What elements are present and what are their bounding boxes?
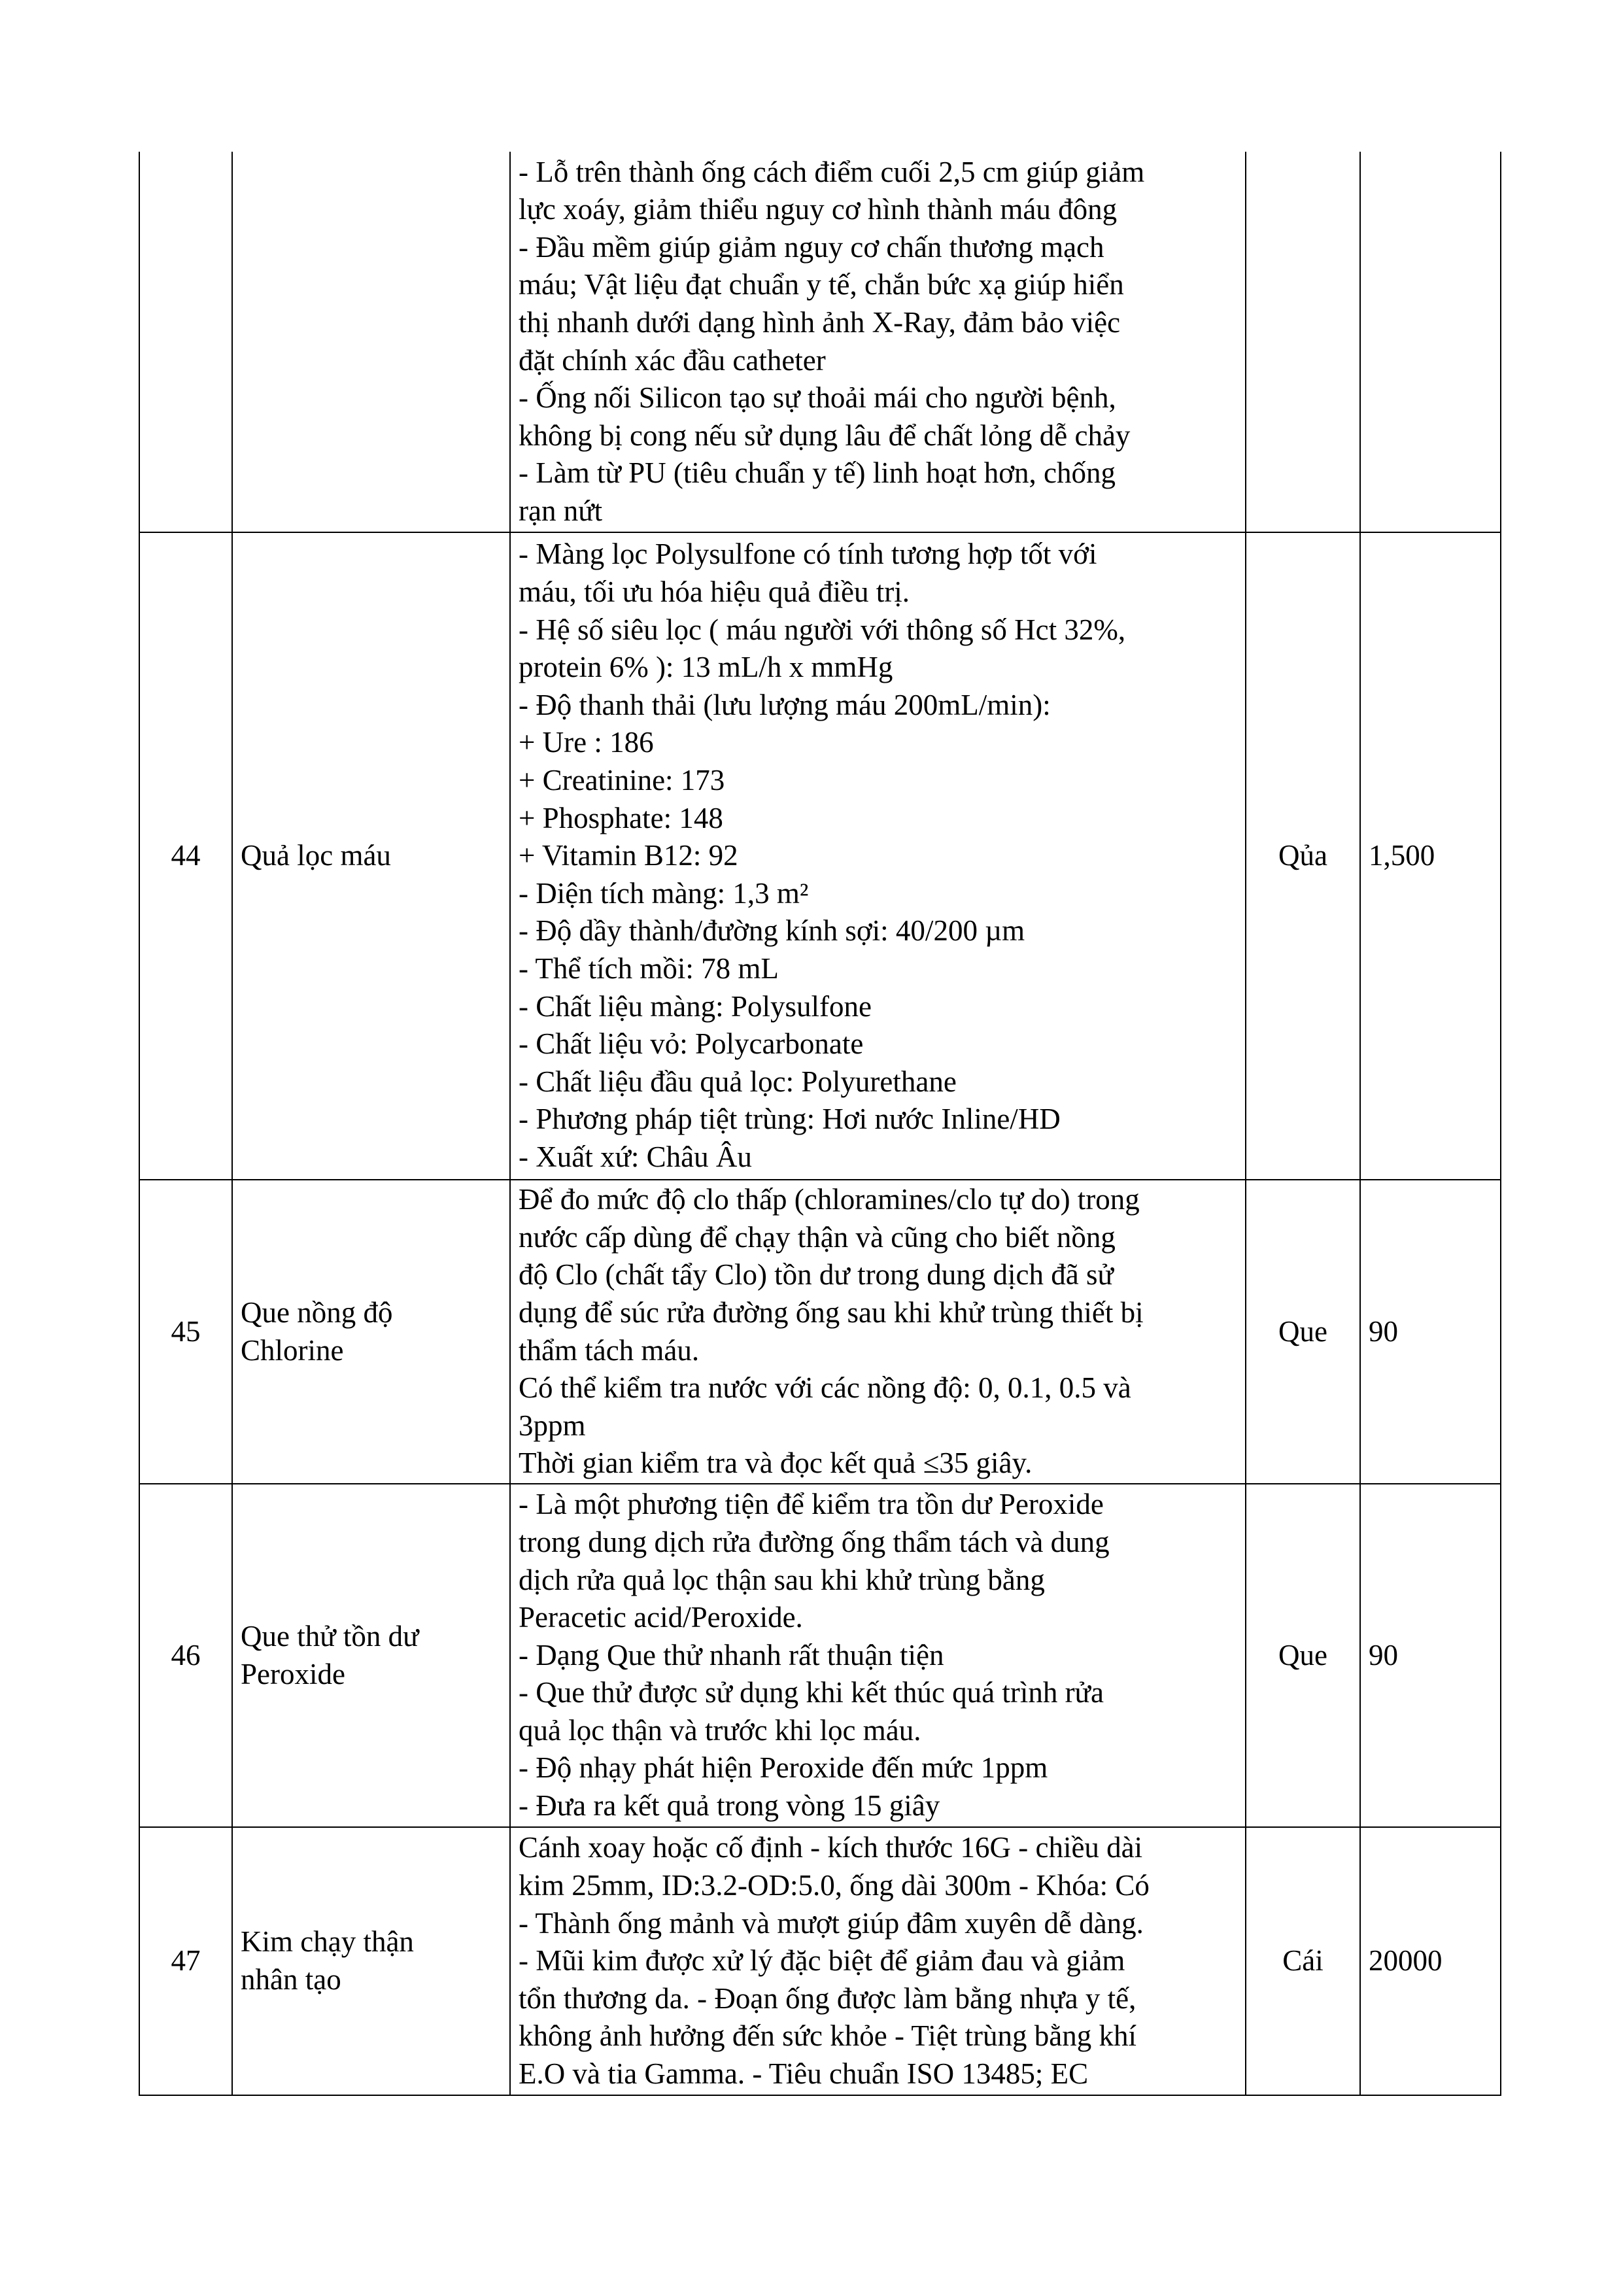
description-line: - Thể tích mồi: 78 mL [519, 951, 779, 985]
description-line: - Ống nối Silicon tạo sự thoải mái cho người bệnh, [519, 381, 1116, 415]
description-line: độ Clo (chất tẩy Clo) tồn dư trong dung dịch đã sử [519, 1258, 1114, 1292]
item-name-line: Kim chạy thận [241, 1925, 414, 1959]
item-name-cell [232, 1484, 510, 1827]
item-number-cell [139, 152, 232, 532]
description-line: tổn thương da. - Đoạn ống được làm bằng nhựa y tế, [519, 1981, 1136, 2015]
description-line: thị nhanh dưới dạng hình ảnh X-Ray, đảm bảo việc [519, 305, 1121, 339]
item-name-line: Chlorine [241, 1333, 344, 1367]
description-line: Thời gian kiểm tra và đọc kết quả ≤35 giây. [519, 1447, 1033, 1480]
item-number-cell: 47 [139, 1827, 232, 2095]
item-name-line: nhân tạo [241, 1963, 341, 1996]
description-line: - Chất liệu vỏ: Polycarbonate [519, 1027, 864, 1061]
description-line: không ảnh hưởng đến sức khỏe - Tiệt trùng bằng khí [519, 2019, 1136, 2053]
description-line: - Chất liệu màng: Polysulfone [519, 989, 872, 1023]
item-description-cell [510, 152, 1246, 532]
description-line: - Thành ống mảnh và mượt giúp đâm xuyên dễ dàng. [519, 1906, 1144, 1940]
description-line: Cánh xoay hoặc cố định - kích thước 16G - chiều dài [519, 1831, 1143, 1864]
description-line: - Mũi kim được xử lý đặc biệt để giảm đau và giảm [519, 1944, 1125, 1978]
item-unit-cell [1246, 152, 1360, 532]
description-line: + Ure : 186 [519, 726, 654, 759]
description-line: - Đầu mềm giúp giảm nguy cơ chấn thương mạch [519, 230, 1104, 264]
description-line: - Dạng Que thử nhanh rất thuận tiện [519, 1638, 944, 1671]
description-line: dụng để súc rửa đường ống sau khi khử trùng thiết bị [519, 1295, 1144, 1329]
item-quantity-cell: 90 [1360, 1180, 1501, 1484]
description-line: - Làm từ PU (tiêu chuẩn y tế) linh hoạt hơn, chống [519, 456, 1116, 490]
description-line: đặt chính xác đầu catheter [519, 343, 826, 377]
description-line: protein 6% ): 13 mL/h x mmHg [519, 651, 893, 684]
description-line: E.O và tia Gamma. - Tiêu chuẩn ISO 13485; EC [519, 2057, 1089, 2090]
item-name-line: Quả lọc máu [241, 839, 391, 872]
description-line: - Chất liệu đầu quả lọc: Polyurethane [519, 1065, 957, 1098]
item-unit-cell: Que [1246, 1484, 1360, 1827]
description-line: Để đo mức độ clo thấp (chloramines/clo tự do) trong [519, 1183, 1140, 1216]
description-line: - Độ dầy thành/đường kính sợi: 40/200 µm [519, 914, 1025, 948]
item-name-line: Que nồng độ [241, 1295, 393, 1329]
item-quantity-cell: 20000 [1360, 1827, 1501, 2095]
description-line: - Độ thanh thải (lưu lượng máu 200mL/min): [519, 688, 1051, 721]
specification-table [139, 152, 1501, 2096]
description-line: kim 25mm, ID:3.2-OD:5.0, ống dài 300m - Khóa: Có [519, 1869, 1150, 1902]
description-line: không bị cong nếu sử dụng lâu để chất lỏng dễ chảy [519, 419, 1131, 452]
item-description-cell [510, 532, 1246, 1180]
description-line: nước cấp dùng để chạy thận và cũng cho biết nồng [519, 1220, 1116, 1254]
description-line: Peracetic acid/Peroxide. [519, 1601, 803, 1634]
description-line: + Phosphate: 148 [519, 801, 723, 834]
description-line: - Lỗ trên thành ống cách điểm cuối 2,5 cm giúp giảm [519, 155, 1145, 188]
item-quantity-cell: 1,500 [1360, 532, 1501, 1180]
item-description-cell [510, 1484, 1246, 1827]
description-line: 3ppm [519, 1409, 586, 1442]
item-number-cell: 46 [139, 1484, 232, 1827]
description-line: Có thể kiểm tra nước với các nồng độ: 0, 0.1, 0.5 và [519, 1371, 1131, 1405]
item-number-cell: 45 [139, 1180, 232, 1484]
item-name-cell [232, 1827, 510, 2095]
table-row [139, 1180, 1501, 1484]
description-line: - Màng lọc Polysulfone có tính tương hợp tốt với [519, 538, 1097, 571]
item-number-cell: 44 [139, 532, 232, 1180]
description-line: - Diện tích màng: 1,3 m² [519, 876, 809, 910]
description-line: dịch rửa quả lọc thận sau khi khử trùng bằng [519, 1563, 1045, 1596]
table-row [139, 1827, 1501, 2095]
table-row [139, 1484, 1501, 1827]
item-name-cell [232, 1180, 510, 1484]
description-line: - Que thử được sử dụng khi kết thúc quá trình rửa [519, 1676, 1104, 1709]
item-name-line: Peroxide [241, 1657, 345, 1690]
description-line: + Creatinine: 173 [519, 764, 725, 797]
description-line: - Xuất xứ: Châu Âu [519, 1140, 752, 1173]
description-line: trong dung dịch rửa đường ống thẩm tách và dung [519, 1525, 1110, 1558]
description-line: - Đưa ra kết quả trong vòng 15 giây [519, 1789, 940, 1823]
description-line: - Hệ số siêu lọc ( máu người với thông số Hct 32%, [519, 613, 1126, 646]
description-line: - Phương pháp tiệt trùng: Hơi nước Inline/HD [519, 1103, 1061, 1136]
item-quantity-cell [1360, 152, 1501, 532]
item-name-cell [232, 152, 510, 532]
description-line: quả lọc thận và trước khi lọc máu. [519, 1713, 921, 1747]
description-line: lực xoáy, giảm thiểu nguy cơ hình thành máu đông [519, 193, 1118, 226]
item-name-cell [232, 532, 510, 1180]
item-unit-cell: Que [1246, 1180, 1360, 1484]
item-description-cell [510, 1180, 1246, 1484]
table-row [139, 152, 1501, 532]
description-line: - Là một phương tiện để kiểm tra tồn dư Peroxide [519, 1488, 1104, 1521]
table-row [139, 532, 1501, 1180]
item-unit-cell: Qủa [1246, 532, 1360, 1180]
item-quantity-cell: 90 [1360, 1484, 1501, 1827]
description-line: rạn nứt [519, 494, 603, 527]
description-line: máu, tối ưu hóa hiệu quả điều trị. [519, 575, 910, 609]
item-description-cell [510, 1827, 1246, 2095]
description-line: - Độ nhạy phát hiện Peroxide đến mức 1ppm [519, 1751, 1048, 1785]
item-unit-cell: Cái [1246, 1827, 1360, 2095]
description-line: thẩm tách máu. [519, 1333, 700, 1367]
item-name-line: Que thử tồn dư [241, 1619, 419, 1653]
description-line: + Vitamin B12: 92 [519, 839, 738, 872]
description-line: máu; Vật liệu đạt chuẩn y tế, chắn bức xạ giúp hiển [519, 268, 1124, 301]
